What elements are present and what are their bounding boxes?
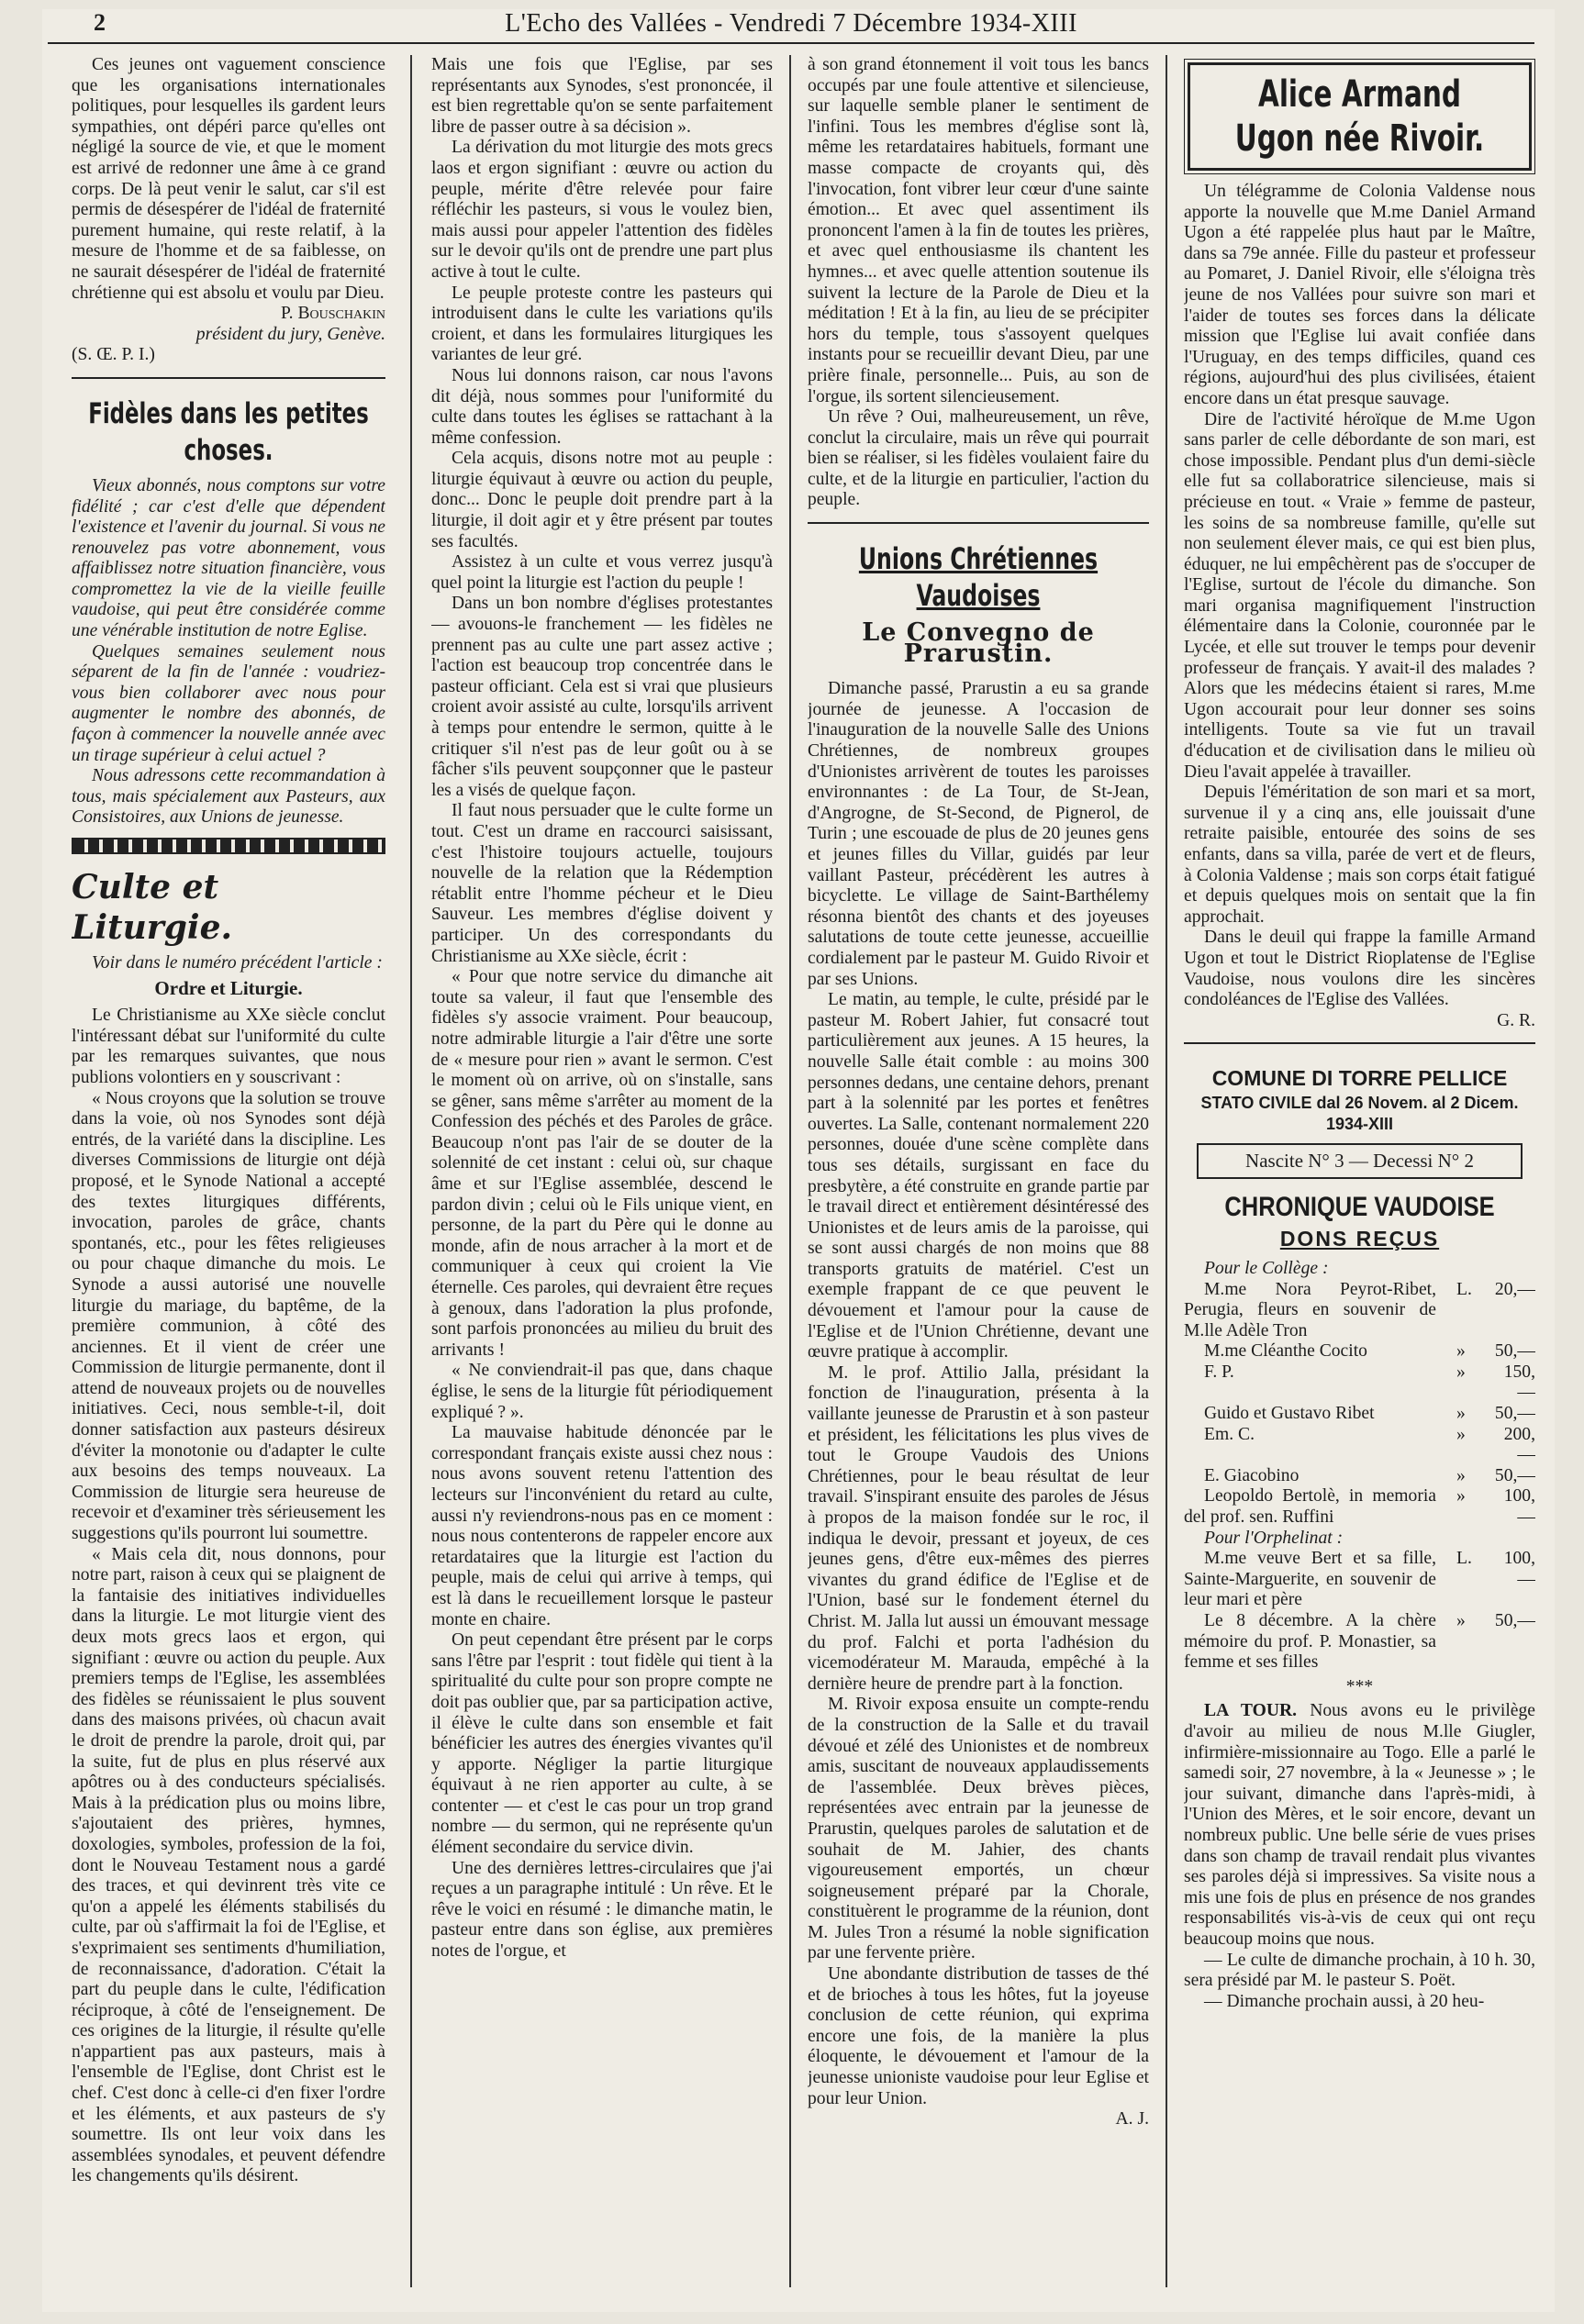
article-paragraph: Cela acquis, disons notre mot au peuple : liturgie équivaut à œuvre ou action du peuple, donc... Donc le peuple doit prendre part à la liturgie, il doit agir et y être présent par toutes ses facultés. — [431, 449, 773, 551]
column-rule — [410, 55, 412, 2287]
nascite-box: Nascite N° 3 — Decessi N° 2 — [1197, 1143, 1523, 1179]
dons-section-label: Pour le Collège : — [1204, 1258, 1329, 1278]
reference-note: Voir dans le numéro précédent l'article : — [92, 953, 383, 973]
commune-heading: COMUNE DI TORRE PELLICE — [1211, 1066, 1508, 1091]
masthead — [48, 9, 1534, 44]
chronique-heading: CHRONIQUE VAUDOISE — [1224, 1191, 1495, 1222]
heading-convegno: Le Convegno de Prarustin. — [862, 618, 1095, 668]
donation-row: M.me veuve Bert et sa fille, Sainte-Marguerite, en souvenir de leur mari et père L. 100,— — [1184, 1549, 1535, 1610]
article-paragraph: Dire de l'activité héroïque de M.me Ugon sans parler de celle débordante de son mari, est chose impossible. Pendant plus d'un demi-siècle elle fut sa collaboratrice silencieuse, mais si précieuse en tout. « Vraie » femme de pasteur, les soins de sa nombreuse famille, qu'elle sut non seulement élever mais, ce qui est bien plus, éduquer, ne lui empêchèrent pas de s'occuper de l'Eglise, surtout de l'école du dimanche. Son mari organisa magnifiquement l'instruction élémentaire dans la Colonie, couronnée par le Lycée, et elle sut trouver le temps pour devenir professeur de français. Y avait-il des malades ? Alors que les médecins étaient si rares, M.me Ugon accourait pour leur donner ses soins intelligents. Toute sa vie fut un travail d'éducation et de civilisation dans le milieu où Dieu l'avait appelée à travailler. — [1184, 409, 1535, 782]
article-paragraph: Dimanche passé, Prarustin a eu sa grande journée de jeunesse. A l'occasion de l'inauguration de la nouvelle Salle des Unions Chrétiennes, de nombreux groupes d'Unionistes arrivèrent de toutes les paroisses environnantes : de La Tour, de St-Jean, d'Angrogne, de St-Second, de Pignerol, de Turin ; une escouade de plus de 20 jeunes gens et jeunes filles du Villar, guidés par leur vaillant Pasteur, précédèrent les autres à bicyclette. Le village de Saint-Barthélemy résonna bientôt des chants et des joyeuses salutations de toute cette jeunesse, accueillie cordialement par le pasteur M. Guido Rivoir et par ses Unions. — [808, 679, 1149, 989]
divider — [808, 522, 1149, 524]
article-paragraph: « Ne conviendrait-il pas que, dans chaque église, le sens de la liturgie fût périodiquement expliqué ? ». — [431, 1361, 773, 1422]
article-paragraph: Depuis l'éméritation de son mari et sa mort, survenue il y a cinq ans, elle jouissait d'une retraite paisible, entourée des soins de ses enfants, dans sa villa, parée de vert et de fleurs, à Colonia Valdense ; mais son corps était fatigué et depuis quelques mois on sentait que la fin approchait. — [1184, 783, 1535, 927]
heading-culte: Culte et Liturgie. — [72, 868, 233, 947]
article-paragraph: — Le culte de dimanche prochain, à 10 h. 30, sera présidé par M. le pasteur S. Poët. — [1184, 1950, 1535, 1991]
column-rule — [789, 55, 791, 2287]
signature: P. Bouschakin — [280, 304, 385, 324]
column-2 — [431, 55, 773, 2306]
donation-row: M.me Nora Peyrot-Ribet, Perugia, fleurs en souvenir de M.lle Adèle Tron L. 20,— — [1184, 1279, 1535, 1340]
signature-role: président du jury, Genève. — [195, 324, 385, 344]
article-paragraph: Il faut nous persuader que le culte forme un tout. C'est un drame en raccourci saisissant, c'est l'histoire toujours actuelle, toujours nouvelle de la relation que la Rédemption rétablit entre l'homme pécheur et le Dieu Sauveur. Les membres d'église doivent y participer. Un des correspondants du Christianisme au XXe siècle, écrit : — [431, 801, 773, 966]
dons-section-label: Pour l'Orphelinat : — [1204, 1528, 1344, 1548]
article-paragraph: On peut cependant être présent par le corps sans l'être par l'esprit : tout fidèle qui tient à la spiritualité du culte pour son propre compte ne doit pas oublier que, par sa participation active, il élève le culte dans son ensemble et fait bénéficier les autres des énergies vivantes qu'il y apporte. Négliger la partie liturgique équivaut à ne rien apporter au culte, à se contenter — et c'est le cas pour un trop grand nombre — du sermon, qui ne représente qu'un élément secondaire du service divin. — [431, 1630, 773, 1858]
divider — [1184, 1042, 1535, 1044]
stars-separator: *** — [1345, 1676, 1374, 1696]
article-paragraph: Vieux abonnés, nous comptons sur votre fidélité ; car c'est d'elle que dépendent l'existence et l'avenir du journal. Si vous ne renouvelez pas votre abonnement, vous affaiblissez notre situation financière, vous compromettez la vie de la vieille feuille vaudoise, qui peut être considérée comme une vénérable institution de notre Eglise. — [72, 475, 385, 641]
heading-unions: Unions Chrétiennes Vaudoises — [858, 541, 1099, 614]
article-paragraph: Nous adressons cette recommandation à tous, mais spécialement aux Pasteurs, aux Consistoires, aux Unions de jeunesse. — [72, 766, 385, 828]
stato-civile: STATO CIVILE dal 26 Novem. al 2 Dicem. 1934-XIII — [1200, 1093, 1519, 1133]
column-1 — [72, 55, 385, 2306]
article-paragraph: M. le prof. Attilio Jalla, présidant la fonction de l'inauguration, présenta à la vaillante jeunesse de Prarustin et à son pasteur et président, les félicitations les plus vives de tout le Groupe Vaudois des Unions Chrétiennes, pour le beau résultat de leur travail. S'inspirant ensuite des paroles de Jésus à propos de la maison fondée sur le roc, il indiqua le devoir, pressant et joyeux, de ces jeunes gens, d'être eux-mêmes des pierres vivantes du grand édifice de l'Eglise et de l'Union, basé sur le fondement éternel du Christ. M. Jalla lut aussi un émouvant message du prof. Falchi et porta l'adhésion du vicemodérateur M. Marauda, empêché à la dernière heure de prendre part à la fonction. — [808, 1362, 1149, 1694]
article-paragraph: Quelques semaines seulement nous séparent de la fin de l'année : voudriez-vous bien collaborer avec nous pour augmenter le nombre des abonnés, de façon à commencer la nouvelle année avec un tirage supérieur à celui actuel ? — [72, 641, 385, 765]
place-label: LA TOUR. — [1204, 1701, 1298, 1721]
article-paragraph: « Pour que notre service du dimanche ait toute sa valeur, il faut que l'ensemble des fidèles s'y associe vraiment. Pour beaucoup, notre admirable liturgie a l'air d'être une sorte de « mesure pour rien » avant le sermon. C'est le moment où on arrive, où on s'installe, sans se gêner, sans même s'arrêter au moment de la Confession des péchés et des Paroles de grâce. Beaucoup n'ont pas l'air de se douter de la solennité de cet instant : celui où, sur chaque âme et sur l'Eglise assemblée, descend le pardon divin ; celui où le Fils unique vient, en personne, de la part du Père qui le donne au monde, afin de nous arracher à la mort et de communiquer à ceux qui croient la Vie éternelle. Ces paroles, qui devraient être reçues à genoux, dans l'adoration la plus profonde, sont parfois prononcées au milieu du bruit des arrivants ! — [431, 967, 773, 1360]
article-paragraph: — Dimanche prochain aussi, à 20 heu- — [1204, 1991, 1485, 2011]
donation-row: M.me Cléanthe Cocito » 50,— — [1204, 1341, 1535, 1362]
article-paragraph: La mauvaise habitude dénoncée par le correspondant français existe aussi chez nous : nous avons souvent retenu l'attention des lecteurs sur l'inconvénient du retard au culte, aussi n'y reviendrons-nous pas en ce moment : nous nous contenterons de rappeler encore aux retardataires que la liturgie est l'action du peuple, mais de celui qui arrive à temps, qui est là dans le recueillement lorsque le pasteur monte en chaire. — [431, 1423, 773, 1629]
donation-row: F. P. » 150,— — [1204, 1362, 1535, 1403]
column-3 — [808, 55, 1149, 2306]
heading-fideles: Fidèles dans les petites choses. — [88, 396, 369, 467]
donation-row: Em. C. » 200,— — [1204, 1424, 1535, 1465]
article-paragraph: M. Rivoir exposa ensuite un compte-rendu de la construction de la Salle et du travail dévoué et zélé des Unionistes et de nombreux amis, suscitant de nouveaux applaudissements de l'assemblée. Deux brèves pièces, représentées avec entrain par la jeunesse de Prarustin, quelques paroles de salutation et de souhait de M. Jahier, des chants vigoureusement emportés, un chœur soigneusement préparé par la Chorale, constituèrent le programme de la réunion, dont M. Jules Tron a résumé la noble signification par une fervente prière. — [808, 1695, 1149, 1963]
article-paragraph: Un rêve ? Oui, malheureusement, un rêve, conclut la circulaire, mais un rêve qui pourrait bien se réaliser, si les fidèles voulaient faire du culte, et de la liturgie en particulier, l'action du peuple. — [808, 407, 1149, 510]
donation-row: Guido et Gustavo Ribet » 50,— — [1204, 1404, 1535, 1424]
signature: G. R. — [1497, 1010, 1535, 1030]
newspaper-title: L'Echo des Vallées - Vendredi 7 Décembre 1934-XIII — [505, 9, 1077, 38]
page-number: 2 — [94, 9, 106, 36]
heading-alice: Alice Armand Ugon née Rivoir. — [1234, 73, 1485, 160]
signature: A. J. — [1115, 2109, 1149, 2129]
article-paragraph: Assistez à un culte et vous verrez jusqu'à quel point la liturgie est l'action du peuple ! — [431, 552, 773, 593]
obituary-title-box — [1188, 62, 1532, 171]
article-paragraph: à son grand étonnement il voit tous les bancs occupés par une foule attentive et silencieuse, sur laquelle semble planer le sentiment de l'infini. Tous les membres d'église sont là, même les retardataires habituels, formant une masse compacte de croyants qui, dès l'invocation, font vibrer leur cœur d'une sainte émotion... Et avec quel assentiment ils prononcent l'amen à la fin de toutes les prières, et avec quel enthousiasme ils chantent les hymnes... et avec quelle attention soutenue ils suivent la lecture de la Parole de Dieu et la méditation ! Et à la fin, au lieu de se précipiter hors du temple, tous s'assoyent quelques instants pour se recueillir devant Dieu, par une prière finale, personnelle... Puis, au son de l'orgue, ils sortent silencieusement. — [808, 55, 1149, 406]
article-paragraph: Une abondante distribution de tasses de thé et de brioches à tous les hôtes, fut la joyeuse conclusion de cette réunion, qui exprima encore une fois, de la manière la plus éloquente, le dévouement et l'amour de la jeunesse unioniste vaudoise pour leur Eglise et pour leur Union. — [808, 1964, 1149, 2108]
article-paragraph: Dans le deuil qui frappe la famille Armand Ugon et tout le District Rioplatense de l'Eglise Vaudoise, nous voulons dire les sincères condoléances de l'Eglise des Vallées. — [1184, 928, 1535, 1010]
article-paragraph: « Nous croyons que la solution se trouve dans la voie, où nos Synodes sont déjà entrés, de la variété dans la discipline. Les diverses Commissions de liturgie ont déjà proposé, et le Synode National a accepté des textes liturgiques différents, invocation, paroles de grâce, chants spontanés, etc., pour les fêtes religieuses ou pour chaque dimanche du mois. Le Synode a aussi autorisé une nouvelle liturgie du mariage, du baptême, de la première communion, à côté des anciennes. Et il vient de créer une Commission de liturgie permanente, dont il attend de nouveaux projets ou de nouvelles initiatives. Ceci, nous semble-t-il, doit donner satisfaction aux pasteurs désireux d'éviter la monotonie ou d'adapter le culte aux besoins des temps nouveaux. La Commission de liturgie sera heureuse de recevoir et d'examiner très sérieusement les suggestions qu'ils pourront lui soumettre. — [72, 1088, 385, 1544]
article-paragraph: Nous lui donnons raison, car nous l'avons dit déjà, nous sommes pour l'uniformité du culte dans toutes les églises se rattachant à la même confession. — [431, 365, 773, 448]
ornamental-divider — [72, 838, 385, 854]
article-paragraph: Une des dernières lettres-circulaires que j'ai reçues a un paragraphe intitulé : Un rêve. Et le rêve le voici en résumé : le dimanche matin, le pasteur entre dans son église, aux premières notes de l'orgue, et — [431, 1858, 773, 1962]
article-paragraph: LA TOUR. Nous avons eu le privilège d'avoir au milieu de nous M.lle Giugler, infirmière-missionnaire au Togo. Elle a parlé le samedi soir, 27 novembre, à la « Jeunesse » ; le jour suivant, dimanche dans l'après-midi, à l'Union des Mères, et le soir encore, devant un nombreux public. Une belle série de vues prises dans son champ de travail rendait plus vivantes ses paroles déjà si impressives. Sa visite nous a mis une fois de plus en présence de nos grandes responsabilités vis-à-vis de ceux qui ont reçu beaucoup moins que nous. — [1184, 1701, 1535, 1949]
column-rule — [1166, 55, 1167, 2287]
divider — [72, 377, 385, 379]
article-paragraph: Ces jeunes ont vaguement conscience que les organisations internationales politiques, pour lesquelles ils gardent leurs sympathies, ont dépéri parce qu'elles ont négligé la source de vie, et que le moment est arrivé de redonner une âme à ce grand corps. De là peut venir le salut, car s'il est permis de désespérer de l'idéal de fraternité purement humaine, qui reste relatif, à la mesure de l'homme et de sa faiblesse, on ne saurait désespérer de l'idéal de fraternité chrétienne qui est absolu et voulu par Dieu. — [72, 55, 385, 303]
donation-row: Leopoldo Bertolè, in memoria del prof. sen. Ruffini » 100,— — [1184, 1486, 1535, 1528]
column-4 — [1184, 55, 1535, 2306]
article-paragraph: Le peuple proteste contre les pasteurs qui introduisent dans le culte les variations qu'ils croient, et dans les formulaires liturgiques les variantes de leur gré. — [431, 283, 773, 365]
article-paragraph: Mais une fois que l'Eglise, par ses représentants aux Synodes, s'est prononcée, il est bien regrettable qu'on se sente parfaitement libre de passer outre à sa décision ». — [431, 55, 773, 137]
source-note: (S. Œ. P. I.) — [72, 345, 155, 365]
article-paragraph: Dans un bon nombre d'églises protestantes — avouons-le franchement — les fidèles ne prennent pas au culte une part assez active ; l'action est beaucoup trop concentrée dans le pasteur officiant. Cela est si vrai que plusieurs croient avoir assisté au culte, lorsqu'ils arrivent à temps pour entendre le sermon, quitte à le critiquer s'il n'est pas de leur goût ou à se fâcher s'ils peuvent soupçonner que le pasteur les a visés de quelque façon. — [431, 594, 773, 800]
article-paragraph: « Mais cela dit, nous donnons, pour notre part, raison à ceux qui se plaignent de la fantaisie des initiatives individuelles dans la liturgie. Le mot liturgie vient des deux mots grecs laos et ergon, qui signifiant : œuvre ou action du peuple. Aux premiers temps de l'Eglise, les assemblées des fidèles se réunissaient le plus souvent dans des maisons privées, où chacun avait le droit de prendre la parole, droit qui, par la suite, fut de plus en plus réservé aux apôtres ou à des conducteurs spécialisés. Mais à la prédication plus ou moins libre, s'ajoutaient des prières, hymnes, doxologies, symboles, profession de la foi, dont le Nouveau Testament nous a gardé des traces, et qui devinrent très vite ce qu'on a appelé les éléments stabilisés du culte, par où s'affirmait la foi de l'Eglise, et s'exprimaient ses sentiments d'humiliation, de reconnaissance, d'adoration. C'était la part du peuple dans le culte, l'édification réciproque, à côté de l'enseignement. De ces origines de la liturgie, il résulte qu'elle n'appartient pas aux pasteurs, mais à l'ensemble de l'Eglise, dont Christ est le chef. C'est donc à celle-ci d'en fixer l'ordre et les éléments, et aux pasteurs de s'y soumettre. Ils ont leur voix dans les assemblées synodales, et peuvent défendre les changements qu'ils désirent. — [72, 1544, 385, 2186]
article-paragraph: Le Christianisme au XXe siècle conclut l'intéressant débat sur l'uniformité du culte par les remarques suivantes, que nous publions volontiers en y souscrivant : — [72, 1006, 385, 1087]
donation-row: E. Giacobino » 50,— — [1204, 1465, 1535, 1485]
article-paragraph: Le matin, au temple, le culte, présidé par le pasteur M. Robert Jahier, fut consacré tout particulièrement aux jeunes. A 15 heures, la nouvelle Salle était comble : au moins 300 personnes dedans, une centaine dehors, prenant part à la solennité par les portes et fenêtres ouvertes. La Salle, contenant normalement 220 personnes, douée d'une scène complète dans tous ses détails, surgissant en face du presbytère, a été construite en grande partie par le travail direct et entièrement désintéressé des Unionistes et de leurs amis de la paroisse, qui se sont aussi chargés de non moins que 88 transports gratuits de matériel. C'est un exemple frappant de ce que peuvent le dévouement et l'amour pour la cause de l'Eglise et de l'Union Chrétienne, devant une œuvre pratique à accomplir. — [808, 990, 1149, 1362]
article-paragraph: La dérivation du mot liturgie des mots grecs laos et ergon signifiant : œuvre ou action du peuple, mérite d'être relevée pour faire réfléchir les pasteurs, si vous le voulez bien, mais aussi pour appeler l'attention des fidèles sur le devoir qu'ils ont de prendre une part plus active à tout le culte. — [431, 138, 773, 282]
article-paragraph: Un télégramme de Colonia Valdense nous apporte la nouvelle que M.me Daniel Armand Ugon a été rappelée plus haut par le Maître, dans sa 79e année. Fille du pasteur et professeur au Pomaret, J. Daniel Rivoir, elle s'éloigna très jeune de nos Vallées pour suivre son mari et l'aider de toutes ses forces dans la délicate mission que l'Eglise lui avait confiée dans l'Uruguay, en des temps difficiles, quand ces régions, aujourd'hui des plus civilisées, étaient encore dans un état presque sauvage. — [1184, 182, 1535, 408]
subheading: Ordre et Liturgie. — [154, 976, 303, 999]
dons-heading: DONS REÇUS — [1279, 1227, 1440, 1251]
donation-row: Le 8 décembre. A la chère mémoire du prof. P. Monastier, sa femme et ses filles » 50,— — [1184, 1611, 1535, 1673]
